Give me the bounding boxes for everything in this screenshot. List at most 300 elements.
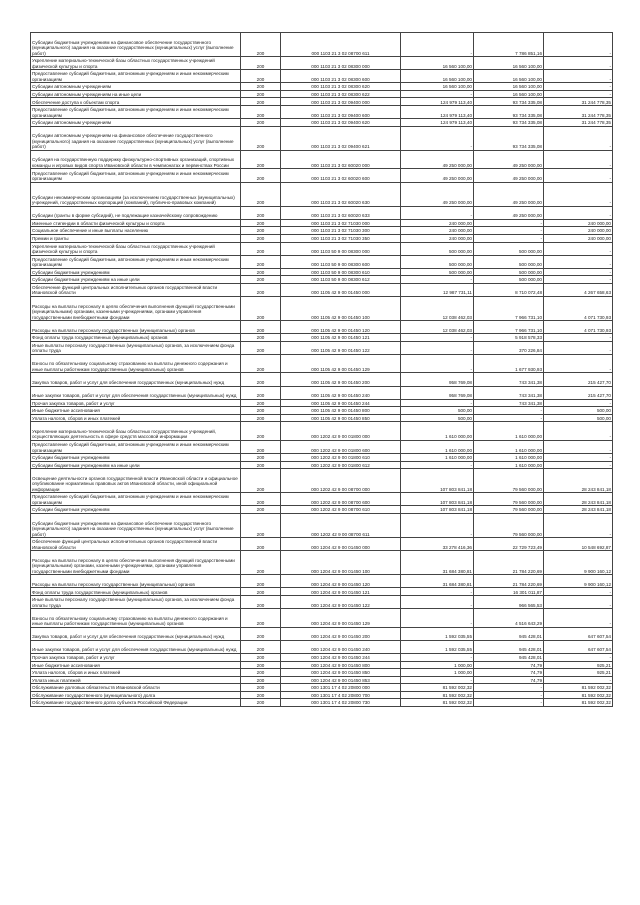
row-executed: 49 250 000,00 [474, 206, 544, 219]
row-unexecuted: - [544, 276, 613, 284]
row-approved: 12 987 731,11 [401, 283, 474, 296]
row-approved: 16 560 100,00 [401, 70, 474, 83]
row-unexecuted: 31 244 778,35 [544, 106, 613, 119]
row-approved: - [401, 276, 474, 284]
table-row [31, 454, 613, 462]
row-unexecuted: - [544, 57, 613, 70]
row-kbk: 000 1301 17 4 02 20800 730 [281, 699, 401, 707]
row-executed: 49 250 000,00 [474, 182, 544, 206]
row-kbk: 000 1105 42 9 00 01450 129 [281, 354, 401, 373]
row-kbk: 000 1204 42 9 00 01450 129 [281, 609, 401, 628]
row-approved: - [401, 596, 474, 609]
row-name: Субсидии (гранты в форме субсидий), не подлежащие казначейскому сопровождению [31, 206, 241, 219]
row-name: Обеспечение доступа к объектам спорта [31, 98, 241, 106]
row-code: 200 [241, 334, 281, 342]
row-name: Субсидии автономным учреждениям [31, 119, 241, 127]
row-name: Субсидии бюджетным учреждениям на финансовое обеспечение государственного (муниципального) задания на оказание государственных (муниципальных) услуг (выполнение работ) [31, 33, 241, 57]
row-kbk: 000 1202 42 9 00 08700 600 [281, 493, 401, 506]
table-row [31, 407, 613, 415]
row-name: Иные выплаты персоналу государственных (муниципальных) органов, за исключением фонда оплаты труда [31, 596, 241, 609]
row-code: 200 [241, 276, 281, 284]
row-unexecuted: 31 244 778,35 [544, 98, 613, 106]
row-kbk: 000 1103 21 3 02 08700 611 [281, 33, 401, 57]
row-unexecuted: - [544, 169, 613, 182]
row-approved: 958 769,08 [401, 373, 474, 386]
row-code: 200 [241, 506, 281, 514]
row-approved: 16 560 100,00 [401, 83, 474, 91]
row-executed: 500 000,00 [474, 268, 544, 276]
row-approved: - [401, 126, 474, 150]
row-unexecuted: 925,21 [544, 661, 613, 669]
row-approved: - [401, 206, 474, 219]
row-name: Субсидии автономным учреждениям [31, 83, 241, 91]
report-sheet [30, 32, 612, 707]
row-name: Субсидия на государственную поддержку физкультурно-спортивных организаций, спортивных команды и игровых видов спорта Ивановской области в чемпионатах и первенствах России [31, 150, 241, 169]
row-kbk: 000 1103 21 3 02 60020 633 [281, 206, 401, 219]
row-name: Иные бюджетные ассигнования [31, 661, 241, 669]
row-unexecuted: 4 267 658,63 [544, 283, 613, 296]
row-unexecuted: 215 427,70 [544, 386, 613, 399]
row-code: 200 [241, 126, 281, 150]
row-executed: 500 000,00 [474, 276, 544, 284]
row-name: Уплата налогов, сборов и иных платежей [31, 669, 241, 677]
row-approved: 107 803 841,18 [401, 506, 474, 514]
row-executed: 21 784 220,69 [474, 551, 544, 575]
table-row [31, 90, 613, 98]
row-approved: - [401, 513, 474, 537]
row-unexecuted: 10 548 692,87 [544, 538, 613, 551]
row-name: Иные закупки товаров, работ и услуг для обеспечения государственных (муниципальных) нужд [31, 640, 241, 653]
row-unexecuted: - [544, 150, 613, 169]
row-name: Укрепление материально-технической базы областных государственных учреждений, осуществляющих деятельность в сфере средств массовой информации [31, 422, 241, 441]
row-approved: 500 000,00 [401, 255, 474, 268]
table-row [31, 691, 613, 699]
table-row [31, 551, 613, 575]
row-approved: 49 250 000,00 [401, 150, 474, 169]
table-row [31, 126, 613, 150]
row-executed: - [474, 227, 544, 235]
row-name: Фонд оплаты труда государственных (муниципальных) органов [31, 588, 241, 596]
row-code: 200 [241, 596, 281, 609]
row-unexecuted: 240 000,00 [544, 234, 613, 242]
row-approved: - [401, 90, 474, 98]
row-executed: 4 516 643,29 [474, 609, 544, 628]
row-executed: 966 565,53 [474, 596, 544, 609]
table-row [31, 321, 613, 334]
row-code: 200 [241, 661, 281, 669]
row-code: 200 [241, 414, 281, 422]
row-code: 200 [241, 296, 281, 320]
row-unexecuted: 9 900 160,12 [544, 551, 613, 575]
row-unexecuted: 647 607,54 [544, 627, 613, 640]
row-name: Социальное обеспечение и иные выплаты населению [31, 227, 241, 235]
row-executed: 500 000,00 [474, 242, 544, 255]
row-unexecuted: - [544, 70, 613, 83]
row-kbk: 000 1204 42 9 00 01450 121 [281, 588, 401, 596]
row-executed: - [474, 414, 544, 422]
row-unexecuted: 31 244 778,35 [544, 119, 613, 127]
row-approved: 81 592 002,32 [401, 699, 474, 707]
row-unexecuted: 81 592 002,32 [544, 691, 613, 699]
row-kbk: 000 1103 50 9 00 08300 600 [281, 255, 401, 268]
row-kbk: 000 1103 21 3 02 71030 000 [281, 219, 401, 227]
table-row [31, 588, 613, 596]
row-approved: 1 000,00 [401, 661, 474, 669]
table-row [31, 373, 613, 386]
row-kbk: 000 1204 42 9 00 01450 200 [281, 627, 401, 640]
row-executed: 79 560 000,00 [474, 493, 544, 506]
row-approved: 1 592 035,55 [401, 627, 474, 640]
table-row [31, 169, 613, 182]
row-unexecuted: - [544, 90, 613, 98]
row-code: 200 [241, 422, 281, 441]
row-kbk: 000 1204 42 9 00 01450 000 [281, 538, 401, 551]
row-approved: 1 610 000,00 [401, 454, 474, 462]
row-executed: 1 610 000,00 [474, 461, 544, 469]
row-executed: - [474, 407, 544, 415]
row-name: Прочая закупка товаров, работ и услуг [31, 653, 241, 661]
row-unexecuted: - [544, 126, 613, 150]
row-approved: 1 000,00 [401, 669, 474, 677]
row-executed: 74,79 [474, 661, 544, 669]
row-approved: 958 769,08 [401, 386, 474, 399]
table-row [31, 575, 613, 588]
row-executed: 49 250 000,00 [474, 150, 544, 169]
row-executed: 79 560 000,00 [474, 506, 544, 514]
row-kbk: 000 1204 42 9 00 01450 122 [281, 596, 401, 609]
row-unexecuted: 4 071 730,93 [544, 296, 613, 320]
row-kbk: 000 1204 42 9 00 01450 120 [281, 575, 401, 588]
row-executed: 1 610 000,00 [474, 454, 544, 462]
table-row [31, 513, 613, 537]
row-code: 200 [241, 169, 281, 182]
row-name: Субсидии бюджетным учреждениям [31, 268, 241, 276]
row-name: Субсидии бюджетным учреждениям [31, 454, 241, 462]
row-kbk: 000 1301 17 4 02 20800 000 [281, 684, 401, 692]
row-kbk: 000 1204 42 9 00 01450 100 [281, 551, 401, 575]
row-approved: 240 000,00 [401, 219, 474, 227]
row-kbk: 000 1103 50 9 00 08300 612 [281, 276, 401, 284]
row-approved: 124 979 113,40 [401, 119, 474, 127]
table-row [31, 676, 613, 684]
row-executed: - [474, 219, 544, 227]
row-code: 200 [241, 399, 281, 407]
row-unexecuted: 28 243 841,18 [544, 493, 613, 506]
row-unexecuted: - [544, 268, 613, 276]
row-name: Укрепление материально-технической базы областных государственных учреждений физической культуры и спорта [31, 242, 241, 255]
row-approved: 240 000,00 [401, 234, 474, 242]
budget-execution-table [30, 32, 613, 707]
row-unexecuted: - [544, 588, 613, 596]
row-unexecuted: - [544, 440, 613, 453]
row-executed: - [474, 699, 544, 707]
row-approved: 12 038 462,03 [401, 296, 474, 320]
table-row [31, 627, 613, 640]
row-unexecuted: - [544, 513, 613, 537]
table-row [31, 276, 613, 284]
row-name: Обеспечение функций центральных исполнительных органов государственной власти Ивановской области [31, 538, 241, 551]
row-name: Субсидии некоммерческим организациям (за исключением государственных (муниципальных) учреждений, государственных корпораций (компаний), публично-правовых компаний) [31, 182, 241, 206]
row-code: 200 [241, 575, 281, 588]
row-executed: 8 710 072,48 [474, 283, 544, 296]
row-unexecuted: - [544, 454, 613, 462]
row-approved: 31 684 380,81 [401, 551, 474, 575]
table-row [31, 227, 613, 235]
row-name: Обслуживание долговых обязательств Ивановской области [31, 684, 241, 692]
table-row [31, 538, 613, 551]
table-row [31, 469, 613, 493]
row-name: Субсидии бюджетным учреждениям на иные цели [31, 461, 241, 469]
row-name: Расходы на выплаты персоналу государственных (муниципальных) органов [31, 575, 241, 588]
row-name: Уплата иных платежей [31, 676, 241, 684]
row-approved: - [401, 334, 474, 342]
row-kbk: 000 1202 42 9 00 01800 600 [281, 440, 401, 453]
row-code: 200 [241, 341, 281, 354]
row-name: Предоставление субсидий бюджетным, автономным учреждениям и иным некоммерческим организациям [31, 169, 241, 182]
table-row [31, 684, 613, 692]
row-kbk: 000 1204 42 9 00 01450 244 [281, 653, 401, 661]
row-name: Закупка товаров, работ и услуг для обеспечения государственных (муниципальных) нужд [31, 627, 241, 640]
row-name: Иные закупки товаров, работ и услуг для обеспечения государственных (муниципальных) нужд [31, 386, 241, 399]
table-row [31, 283, 613, 296]
row-approved: 107 803 841,18 [401, 469, 474, 493]
row-kbk: 000 1105 42 9 00 01450 100 [281, 296, 401, 320]
row-kbk: 000 1105 42 9 00 01450 000 [281, 283, 401, 296]
table-row [31, 669, 613, 677]
row-executed: 16 560 100,00 [474, 90, 544, 98]
row-unexecuted: - [544, 354, 613, 373]
row-unexecuted: - [544, 83, 613, 91]
row-executed: 21 784 220,69 [474, 575, 544, 588]
row-kbk: 000 1103 21 3 02 60020 630 [281, 182, 401, 206]
row-name: Предоставление субсидий бюджетным, автономным учреждениям и иным некоммерческим организациям [31, 493, 241, 506]
row-kbk: 000 1103 50 9 00 08300 000 [281, 242, 401, 255]
table-row [31, 653, 613, 661]
row-approved: 81 592 002,32 [401, 684, 474, 692]
row-unexecuted: - [544, 242, 613, 255]
row-unexecuted: 28 243 841,18 [544, 506, 613, 514]
row-approved: 1 610 000,00 [401, 422, 474, 441]
row-name: Субсидии бюджетным учреждениям на финансовое обеспечение государственного (муниципального) задания на оказание государственных (муниципальных) услуг (выполнение работ) [31, 513, 241, 537]
row-name: Взносы по обязательному социальному страхованию на выплаты денежного содержания и иные выплаты работникам государственных (муниципальных) органов [31, 609, 241, 628]
row-name: Субсидии автономным учреждениям на иные цели [31, 90, 241, 98]
row-executed: 5 918 578,33 [474, 334, 544, 342]
row-approved: - [401, 399, 474, 407]
table-row [31, 234, 613, 242]
row-kbk: 000 1103 21 3 02 71030 350 [281, 234, 401, 242]
row-code: 200 [241, 386, 281, 399]
row-approved: 16 560 100,00 [401, 57, 474, 70]
table-row [31, 255, 613, 268]
row-kbk: 000 1103 21 3 02 09400 620 [281, 119, 401, 127]
row-approved: - [401, 341, 474, 354]
row-kbk: 000 1105 42 9 00 01450 200 [281, 373, 401, 386]
row-kbk: 000 1103 21 3 02 09400 621 [281, 126, 401, 150]
row-executed: 74,79 [474, 676, 544, 684]
row-code: 200 [241, 354, 281, 373]
table-row [31, 414, 613, 422]
row-code: 200 [241, 98, 281, 106]
row-executed: 93 734 335,08 [474, 126, 544, 150]
row-kbk: 000 1103 21 3 02 71030 300 [281, 227, 401, 235]
row-unexecuted: 215 427,70 [544, 373, 613, 386]
table-row [31, 506, 613, 514]
row-unexecuted: 240 000,00 [544, 219, 613, 227]
table-row [31, 106, 613, 119]
row-name: Субсидии бюджетным учреждениям [31, 506, 241, 514]
row-code: 200 [241, 227, 281, 235]
row-code: 200 [241, 461, 281, 469]
row-name: Предоставление субсидий бюджетным, автономным учреждениям и иным некоммерческим организациям [31, 106, 241, 119]
row-code: 200 [241, 669, 281, 677]
table-row [31, 399, 613, 407]
table-body [31, 33, 613, 707]
row-code: 200 [241, 551, 281, 575]
table-row [31, 461, 613, 469]
row-approved: 500,00 [401, 407, 474, 415]
row-code: 200 [241, 70, 281, 83]
table-row [31, 98, 613, 106]
row-name: Предоставление субсидий бюджетным, автономным учреждениям и иным некоммерческим организациям [31, 255, 241, 268]
row-code: 200 [241, 440, 281, 453]
row-executed: 16 560 100,00 [474, 70, 544, 83]
row-executed: 93 734 335,08 [474, 106, 544, 119]
row-kbk: 000 1301 17 4 02 20800 700 [281, 691, 401, 699]
row-code: 200 [241, 242, 281, 255]
row-code: 200 [241, 268, 281, 276]
row-code: 200 [241, 321, 281, 334]
row-executed: 16 560 100,00 [474, 83, 544, 91]
row-approved: 107 803 841,18 [401, 493, 474, 506]
row-name: Фонд оплаты труда государственных (муниципальных) органов [31, 334, 241, 342]
table-row [31, 354, 613, 373]
row-kbk: 000 1105 42 9 00 01450 122 [281, 341, 401, 354]
row-code: 200 [241, 255, 281, 268]
row-executed: 7 786 851,16 [474, 33, 544, 57]
row-executed: - [474, 684, 544, 692]
row-unexecuted: - [544, 255, 613, 268]
row-name: Предоставление субсидий бюджетным, автономным учреждениям и иным некоммерческим организациям [31, 440, 241, 453]
row-approved: 49 250 000,00 [401, 182, 474, 206]
row-unexecuted: - [544, 33, 613, 57]
row-approved: 240 000,00 [401, 227, 474, 235]
row-name: Субсидии бюджетным учреждениям на иные цели [31, 276, 241, 284]
row-unexecuted: - [544, 596, 613, 609]
row-approved: 124 979 113,40 [401, 98, 474, 106]
row-kbk: 000 1202 42 9 00 01800 000 [281, 422, 401, 441]
table-row [31, 268, 613, 276]
table-row [31, 219, 613, 227]
row-name: Иные бюджетные ассигнования [31, 407, 241, 415]
row-kbk: 000 1105 42 9 00 01450 850 [281, 414, 401, 422]
row-approved: - [401, 609, 474, 628]
row-code: 200 [241, 699, 281, 707]
row-code: 200 [241, 90, 281, 98]
row-code: 200 [241, 182, 281, 206]
table-row [31, 440, 613, 453]
row-unexecuted: 4 071 730,93 [544, 321, 613, 334]
table-row [31, 661, 613, 669]
table-row [31, 422, 613, 441]
row-name: Взносы по обязательному социальному страхованию на выплаты денежного содержания и иные выплаты работникам государственных (муниципальных) органов [31, 354, 241, 373]
row-kbk: 000 1202 42 9 00 01800 612 [281, 461, 401, 469]
row-name: Закупка товаров, работ и услуг для обеспечения государственных (муниципальных) нужд [31, 373, 241, 386]
row-approved: 33 278 416,36 [401, 538, 474, 551]
row-kbk: 000 1204 42 9 00 01450 800 [281, 661, 401, 669]
row-unexecuted: - [544, 182, 613, 206]
table-row [31, 57, 613, 70]
row-code: 200 [241, 206, 281, 219]
table-row [31, 206, 613, 219]
row-code: 200 [241, 407, 281, 415]
row-name: Укрепление материально-технической базы областных государственных учреждений физической культуры и спорта [31, 57, 241, 70]
row-executed: 79 560 000,00 [474, 513, 544, 537]
row-unexecuted: 500,00 [544, 414, 613, 422]
row-executed: 22 729 723,49 [474, 538, 544, 551]
row-kbk: 000 1103 21 3 02 09400 000 [281, 98, 401, 106]
row-unexecuted: - [544, 206, 613, 219]
table-row [31, 493, 613, 506]
row-kbk: 000 1105 42 9 00 01450 120 [281, 321, 401, 334]
row-approved: - [401, 676, 474, 684]
row-name: Уплата налогов, сборов и иных платежей [31, 414, 241, 422]
row-code: 200 [241, 609, 281, 628]
table-row [31, 119, 613, 127]
row-unexecuted: 925,21 [544, 669, 613, 677]
row-kbk: 000 1202 42 9 00 01800 610 [281, 454, 401, 462]
row-name: Обеспечение функций центральных исполнительных органов государственной власти Ивановской области [31, 283, 241, 296]
row-code: 200 [241, 676, 281, 684]
row-executed: 7 966 731,10 [474, 321, 544, 334]
row-executed: 93 734 335,08 [474, 98, 544, 106]
row-kbk: 000 1204 42 9 00 01450 853 [281, 676, 401, 684]
row-executed: 93 734 335,08 [474, 119, 544, 127]
row-executed: 7 966 731,10 [474, 296, 544, 320]
row-kbk: 000 1202 42 9 00 08700 000 [281, 469, 401, 493]
row-kbk: 000 1103 21 3 02 08300 600 [281, 70, 401, 83]
table-row [31, 33, 613, 57]
row-executed: 945 428,01 [474, 653, 544, 661]
row-approved: 500 000,00 [401, 268, 474, 276]
table-row [31, 596, 613, 609]
row-code: 200 [241, 119, 281, 127]
row-approved: 500 000,00 [401, 242, 474, 255]
row-code: 200 [241, 57, 281, 70]
row-approved: 81 592 002,32 [401, 691, 474, 699]
row-approved: 124 979 113,40 [401, 106, 474, 119]
table-row [31, 386, 613, 399]
row-kbk: 000 1103 21 3 02 08300 620 [281, 83, 401, 91]
row-unexecuted: - [544, 461, 613, 469]
row-code: 200 [241, 150, 281, 169]
row-unexecuted: 28 243 841,18 [544, 469, 613, 493]
row-approved: - [401, 33, 474, 57]
table-row [31, 83, 613, 91]
row-unexecuted: - [544, 422, 613, 441]
row-kbk: 000 1202 42 9 00 08700 611 [281, 513, 401, 537]
row-approved: - [401, 588, 474, 596]
row-kbk: 000 1202 42 9 00 08700 610 [281, 506, 401, 514]
row-executed: - [474, 691, 544, 699]
row-kbk: 000 1103 21 3 02 09400 600 [281, 106, 401, 119]
row-executed: 945 428,01 [474, 640, 544, 653]
row-executed: 743 341,38 [474, 373, 544, 386]
row-code: 200 [241, 469, 281, 493]
row-approved: - [401, 461, 474, 469]
row-executed: 79 560 000,00 [474, 469, 544, 493]
table-row [31, 609, 613, 628]
row-unexecuted: - [544, 334, 613, 342]
